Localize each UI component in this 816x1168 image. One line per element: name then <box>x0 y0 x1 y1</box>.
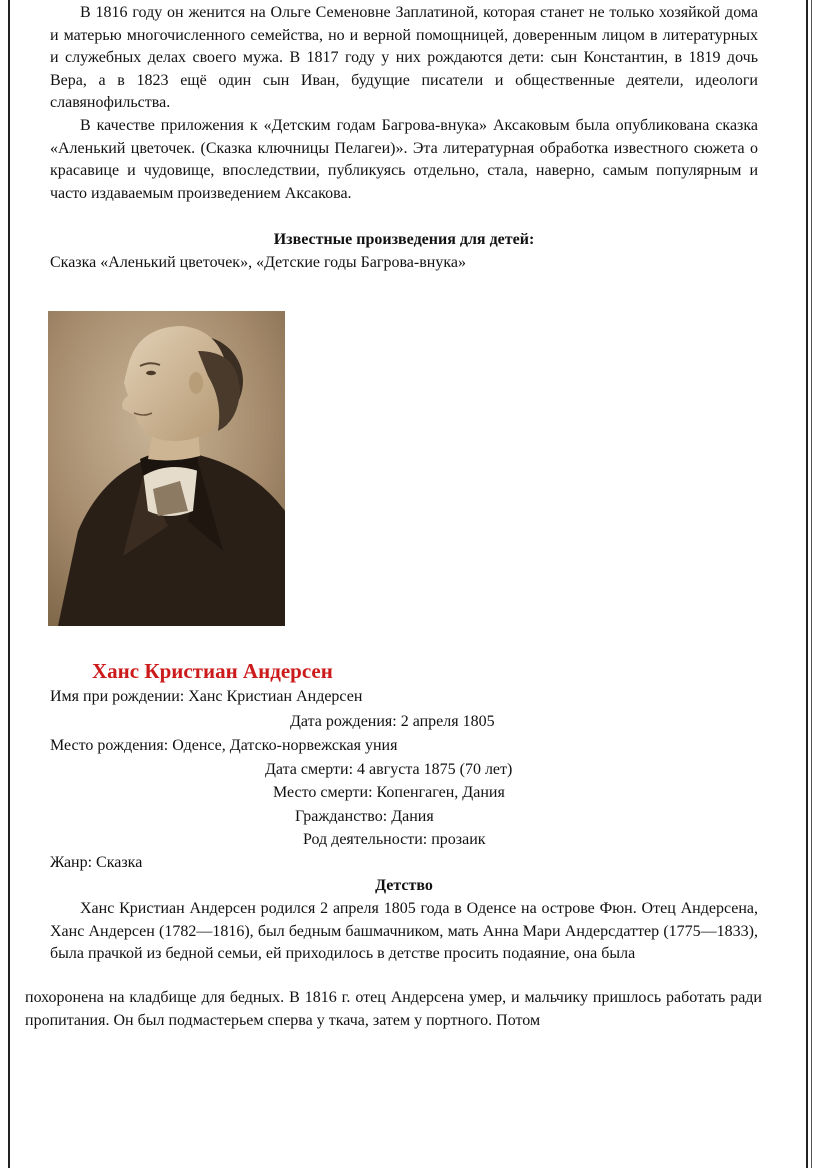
paragraph-marriage: В 1816 году он женится на Ольге Семеновне Заплатиной, которая станет не только хозяйкой дома и матерью многочисленного семейства, но и верной помощницей, доверенным лицом в литературных и служебных делах своего мужа. В 1817 году у них рождаются дети: сын Константин, в 1819 дочь Вера, а в 1823 ещё один сын Иван, будущие писатели и общественные деятели, идеологи славянофильства. <box>50 4 758 111</box>
birth-name: Имя при рождении: Ханс Кристиан Андерсен <box>50 688 363 705</box>
andersen-portrait <box>48 311 285 626</box>
genre: Жанр: Сказка <box>50 854 143 871</box>
birth-place: Место рождения: Оденсе, Датско-норвежская уния <box>50 737 398 754</box>
birth-date: Дата рождения: 2 апреля 1805 <box>290 713 495 730</box>
paragraph-scarlet-flower: В качестве приложения к «Детским годам Багрова-внука» Аксаковым была опубликована сказка «Аленький цветочек. (Сказка ключницы Пелагеи)». Эта литературная обработка известного сюжета о красавице и чудовище, впоследствии, публикуясь отдельно, стала, наверно, самым популярным и часто издаваемым произведением Аксакова. <box>50 117 758 202</box>
paragraph-childhood-continued: похоронена на кладбище для бедных. В 1816 г. отец Андерсена умер, и мальчику пришлось работать ради пропитания. Он был подмастерьем сперва у ткача, затем у портного. Потом <box>25 989 762 1029</box>
citizenship: Гражданство: Дания <box>295 808 434 825</box>
andersen-name-heading: Ханс Кристиан Андерсен <box>92 659 333 683</box>
death-place: Место смерти: Копенгаген, Дания <box>273 784 505 801</box>
occupation: Род деятельности: прозаик <box>303 831 486 848</box>
known-works-text: Сказка «Аленький цветочек», «Детские годы Багрова-внука» <box>50 254 466 271</box>
childhood-heading: Детство <box>375 877 433 894</box>
page-border-right-outer <box>811 0 812 1168</box>
paragraph-childhood: Ханс Кристиан Андерсен родился 2 апреля 1805 года в Оденсе на острове Фюн. Отец Андерсена, Ханс Андерсен (1782—1816), был бедным башмачником, мать Анна Мари Андерсдаттер (1775—1833), была прачкой из бедной семьи, ей приходилось в детстве просить подаяние, она была <box>50 900 758 962</box>
death-date: Дата смерти: 4 августа 1875 (70 лет) <box>265 761 513 778</box>
known-works-heading: Известные произведения для детей: <box>273 231 535 248</box>
page-border-left <box>8 0 10 1168</box>
page-border-right <box>806 0 808 1168</box>
